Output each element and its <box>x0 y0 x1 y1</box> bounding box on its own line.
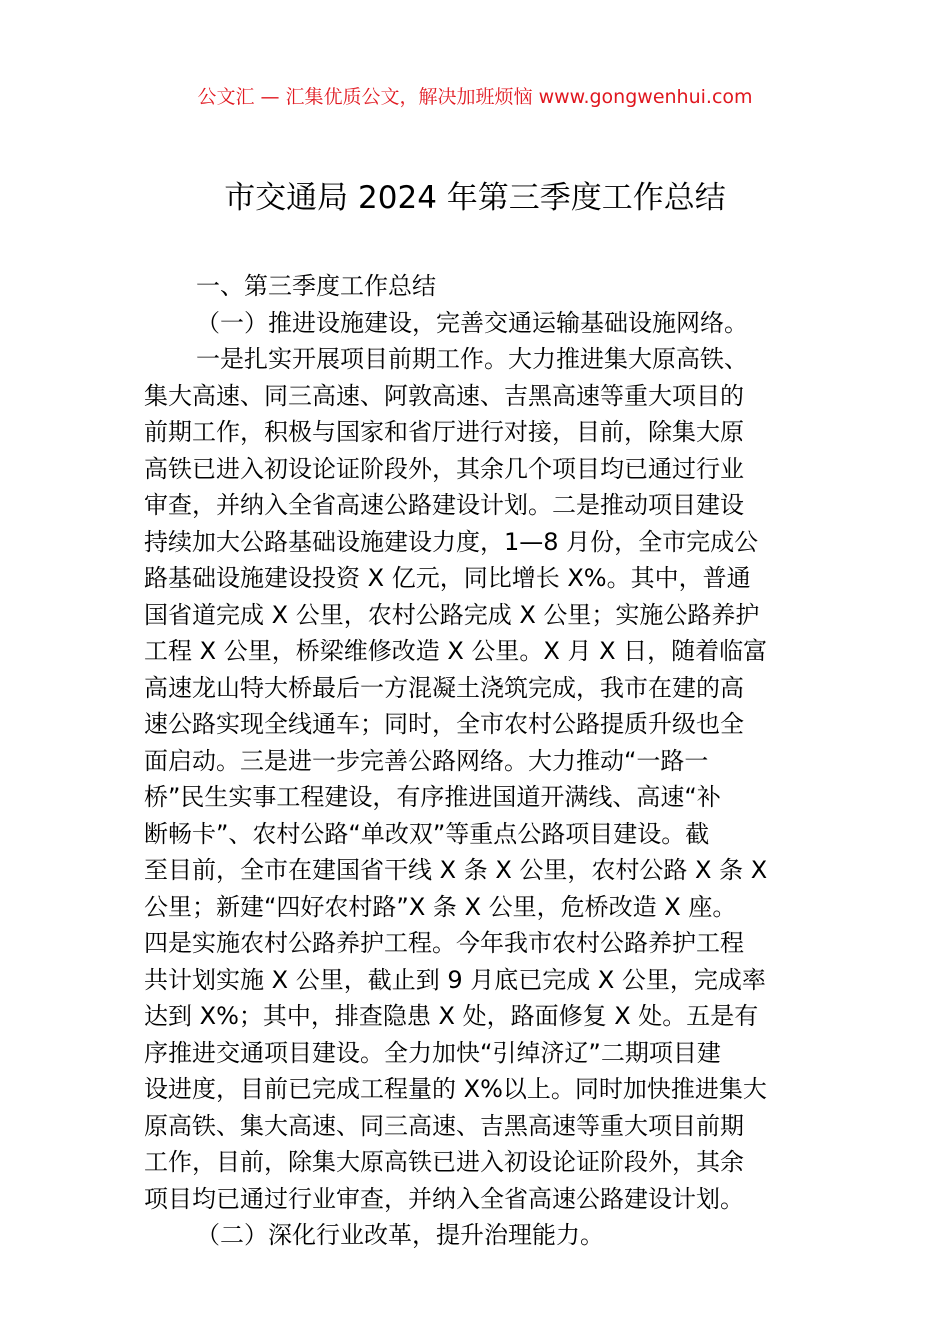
paragraph-line: 达到 X%；其中，排查隐患 X 处，路面修复 X 处。五是有 <box>144 1002 759 1030</box>
paragraph-line: 工程 X 公里，桥梁维修改造 X 公里。X 月 X 日，随着临富 <box>144 637 768 665</box>
paragraph-line: 高速龙山特大桥最后一方混凝土浇筑完成，我市在建的高 <box>144 673 744 702</box>
subsection-heading: （二）深化行业改革，提升治理能力。 <box>196 1221 604 1249</box>
page-title: 市交通局 2024 年第三季度工作总结 <box>224 180 726 216</box>
paragraph-line: 前期工作，积极与国家和省厅进行对接，目前，除集大原 <box>144 418 744 446</box>
paragraph-line: 持续加大公路基础设施建设力度，1—8 月份，全市完成公 <box>144 527 759 556</box>
section-heading: 一、第三季度工作总结 <box>196 272 436 300</box>
paragraph-line: 项目均已通过行业审查，并纳入全省高速公路建设计划。 <box>144 1184 744 1213</box>
paragraph-line: 桥”民生实事工程建设，有序推进国道开满线、高速“补 <box>144 783 721 811</box>
paragraph-line: 原高铁、集大高速、同三高速、吉黑高速等重大项目前期 <box>144 1111 744 1140</box>
paragraph-line: 四是实施农村公路养护工程。今年我市农村公路养护工程 <box>144 929 744 957</box>
paragraph-line: 设进度，目前已完成工程量的 X%以上。同时加快推进集大 <box>144 1075 767 1103</box>
paragraph-line: 至目前，全市在建国省干线 X 条 X 公里，农村公路 X 条 X <box>144 856 768 884</box>
paragraph-line: 面启动。三是进一步完善公路网络。大力推动“一路一 <box>144 746 709 775</box>
paragraph-line: 高铁已进入初设论证阶段外，其余几个项目均已通过行业 <box>144 454 744 483</box>
paragraph-line: 序推进交通项目建设。全力加快“引绰济辽”二期项目建 <box>144 1038 721 1067</box>
paragraph-line: 国省道完成 X 公里，农村公路完成 X 公里；实施公路养护 <box>144 600 760 629</box>
paragraph-line: 一是扎实开展项目前期工作。大力推进集大原高铁、 <box>196 345 748 373</box>
paragraph-line: 路基础设施建设投资 X 亿元，同比增长 X%。其中，普通 <box>144 564 751 592</box>
paragraph-line: 断畅卡”、农村公路“单改双”等重点公路项目建设。截 <box>144 819 710 848</box>
header-banner[interactable]: 公文汇 — 汇集优质公文，解决加班烦恼 www.gongwenhui.com <box>197 86 753 108</box>
subsection-heading: （一）推进设施建设，完善交通运输基础设施网络。 <box>196 308 748 337</box>
paragraph-line: 公里；新建“四好农村路”X 条 X 公里，危桥改造 X 座。 <box>144 892 737 921</box>
paragraph-line: 审查，并纳入全省高速公路建设计划。二是推动项目建设 <box>144 491 744 519</box>
paragraph-line: 工作，目前，除集大原高铁已进入初设论证阶段外，其余 <box>144 1148 744 1176</box>
paragraph-line: 共计划实施 X 公里，截止到 9 月底已完成 X 公里，完成率 <box>144 965 766 994</box>
paragraph-line: 速公路实现全线通车；同时，全市农村公路提质升级也全 <box>144 710 744 738</box>
paragraph-line: 集大高速、同三高速、阿敦高速、吉黑高速等重大项目的 <box>144 381 744 410</box>
document-body <box>144 268 808 1254</box>
